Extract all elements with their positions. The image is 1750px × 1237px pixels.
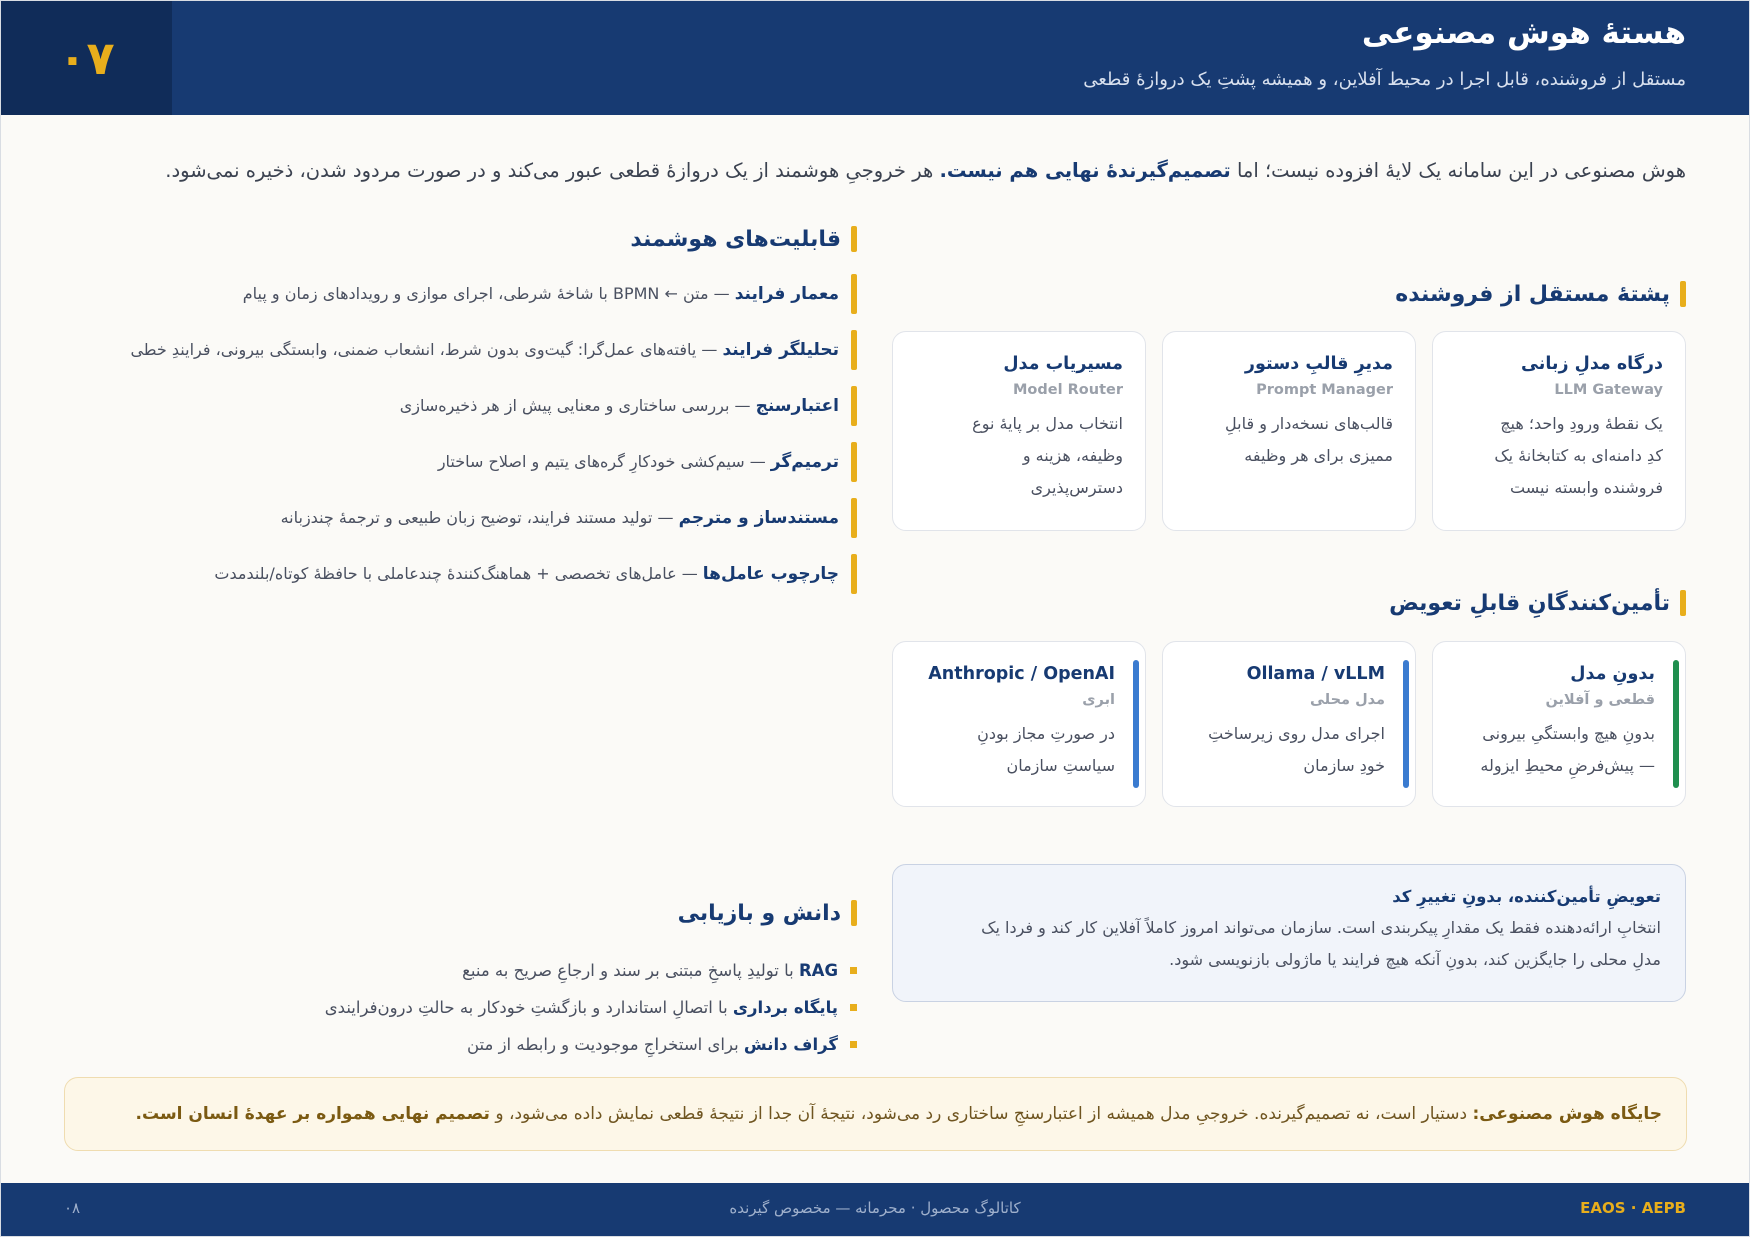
capabilities-list <box>97 274 857 610</box>
capability-name: ترمیم‌گر <box>770 452 839 472</box>
note-emphasis: تصمیم نهایی همواره بر عهدهٔ انسان است. <box>135 1104 490 1124</box>
card-description <box>915 718 1115 782</box>
intro-text-1: هوش مصنوعی در این سامانه یک لایهٔ افزوده نیست؛ اما <box>1230 159 1686 182</box>
note-text: دستیار است، نه تصمیم‌گیرنده. خروجیِ مدل همیشه از اعتبارسنجِ ساختاری رد می‌شود، نتیجهٔ آن جدا از نتیجهٔ قطعی نمایش داده می‌شود، و <box>489 1104 1473 1124</box>
provider-status-bar <box>1673 660 1679 788</box>
card-description <box>1455 718 1655 782</box>
knowledge-item <box>117 989 857 1026</box>
card-subtitle: Model Router <box>1013 382 1123 398</box>
providers-heading-text: تأمین‌کنندگانِ قابلِ تعویض <box>1389 590 1670 616</box>
item-accent-bar <box>851 274 857 314</box>
capabilities-heading-text: قابلیت‌های هوشمند <box>630 226 841 252</box>
knowledge-heading-text: دانش و بازیابی <box>677 900 841 926</box>
capabilities-heading <box>630 226 857 252</box>
ai-role-note <box>64 1077 1687 1151</box>
heading-accent-bar <box>851 226 857 252</box>
knowledge-desc: با تولیدِ پاسخِ مبتنی بر سند و ارجاعِ صریح به منبع <box>462 961 799 980</box>
vendor-heading-text: پشتهٔ مستقل از فروشنده <box>1395 281 1670 307</box>
card-line: انتخاب مدل بر پایهٔ نوع <box>972 414 1123 433</box>
swap-description <box>917 912 1661 976</box>
knowledge-heading <box>678 900 857 926</box>
knowledge-desc: برای استخراجِ موجودیت و رابطه از متن <box>466 1035 744 1054</box>
provider-card-no-model <box>1432 641 1686 807</box>
page-number: ۰۸ <box>64 1199 81 1217</box>
knowledge-name: پایگاه برداری <box>732 998 838 1017</box>
card-title: درگاه مدلِ زبانی <box>1521 354 1663 374</box>
capability-desc: — عامل‌های تخصصی + هماهنگ‌کنندهٔ چندعاملی با حافظهٔ کوتاه/بلندمدت <box>214 564 703 583</box>
capability-item <box>97 330 857 370</box>
item-accent-bar <box>851 442 857 482</box>
providers-heading <box>1389 590 1686 616</box>
heading-accent-bar <box>1680 590 1686 616</box>
knowledge-item <box>117 1026 857 1063</box>
item-accent-bar <box>851 330 857 370</box>
card-subtitle: ابری <box>1082 692 1115 708</box>
vendor-card-prompt-manager <box>1162 331 1416 531</box>
intro-paragraph <box>86 159 1686 182</box>
card-title: بدونِ مدل <box>1570 664 1655 684</box>
vendor-card-llm-gateway <box>1432 331 1686 531</box>
provider-card-local-model <box>1162 641 1416 807</box>
card-line: قالب‌های نسخه‌دار و قابلِ <box>1225 414 1393 433</box>
card-subtitle: Prompt Manager <box>1256 382 1393 398</box>
knowledge-item <box>117 952 857 989</box>
swap-line: مدلِ محلی را جایگزین کند، بدونِ آنکه هیچ فرایند یا ماژولی بازنویسی شود. <box>1169 950 1661 969</box>
vendor-card-model-router <box>892 331 1146 531</box>
card-description <box>1455 408 1663 504</box>
knowledge-name: گراف دانش <box>743 1035 838 1054</box>
card-description <box>1185 718 1385 782</box>
item-accent-bar <box>851 386 857 426</box>
item-accent-bar <box>851 554 857 594</box>
card-line: کدِ دامنه‌ای به کتابخانهٔ یک <box>1494 446 1663 465</box>
capability-name: اعتبارسنج <box>755 396 839 416</box>
capability-name: معمار فرایند <box>734 284 839 304</box>
footer <box>1 1183 1749 1236</box>
card-title: Ollama / vLLM <box>1246 664 1385 684</box>
capability-desc: — سیم‌کشی خودکارِ گره‌های یتیم و اصلاح ساختار <box>437 452 771 471</box>
swap-title: تعویضِ تأمین‌کننده، بدونِ تغییرِ کد <box>1392 887 1661 906</box>
capability-desc: — متن ← BPMN با شاخهٔ شرطی، اجرای موازی و رویدادهای زمان و پیام <box>242 284 735 303</box>
provider-card-cloud <box>892 641 1146 807</box>
card-subtitle: مدل محلی <box>1310 692 1385 708</box>
card-line: فروشنده وابسته نیست <box>1510 478 1663 497</box>
header <box>1 1 1749 115</box>
section-number: ۰۷ <box>1 1 172 115</box>
heading-accent-bar <box>1680 281 1686 307</box>
intro-text-2: هر خروجیِ هوشمند از یک دروازهٔ قطعی عبور می‌کند و در صورت مردود شدن، ذخیره نمی‌شود. <box>165 159 940 182</box>
capability-item <box>97 386 857 426</box>
page-subtitle: مستقل از فروشنده، قابل اجرا در محیط آفلاین، و همیشه پشتِ یک دروازهٔ قطعی <box>1083 69 1686 90</box>
capability-name: چارچوب عامل‌ها <box>702 564 839 584</box>
card-title: مسیریاب مدل <box>1003 354 1123 374</box>
card-title: Anthropic / OpenAI <box>928 664 1115 684</box>
card-line: ممیزی برای هر وظیفه <box>1244 446 1393 465</box>
page <box>1 1 1749 1236</box>
card-line: در صورتِ مجاز بودنِ <box>977 724 1115 743</box>
bullet-icon <box>850 1004 857 1011</box>
card-line: خودِ سازمان <box>1303 756 1385 775</box>
capability-desc: — بررسی ساختاری و معنایی پیش از هر ذخیره‌سازی <box>399 396 756 415</box>
capability-desc: — یافته‌های عمل‌گرا: گیت‌وی بدون شرط، انشعاب ضمنی، وابستگی بیرونی، فرایندِ خطی <box>130 340 723 359</box>
knowledge-list <box>117 952 857 1063</box>
swap-line: انتخابِ ارائه‌دهنده فقط یک مقدارِ پیکربندی است. سازمان می‌تواند امروز کاملاً آفلاین کار کند و فردا یک <box>981 918 1661 937</box>
bullet-icon <box>850 967 857 974</box>
heading-accent-bar <box>851 900 857 926</box>
provider-status-bar <box>1133 660 1139 788</box>
knowledge-desc: با اتصالِ استاندارد و بازگشتِ خودکار به حالتِ درون‌فرایندی <box>324 998 733 1017</box>
card-line: سیاستِ سازمان <box>1006 756 1115 775</box>
item-accent-bar <box>851 498 857 538</box>
card-title: مدیرِ قالبِ دستور <box>1244 354 1393 374</box>
card-line: وظیفه، هزینه و <box>1022 446 1123 465</box>
capability-item <box>97 442 857 482</box>
card-subtitle: LLM Gateway <box>1554 382 1663 398</box>
capability-desc: — تولید مستند فرایند، توضیح زبان طبیعی و ترجمهٔ چندزبانه <box>280 508 679 527</box>
vendor-heading <box>1395 281 1686 307</box>
capability-item <box>97 554 857 594</box>
page-title: هستهٔ هوش مصنوعی <box>1361 15 1686 51</box>
card-description <box>915 408 1123 504</box>
knowledge-name: RAG <box>798 961 838 980</box>
footer-caption: کاتالوگ محصول · محرمانه — مخصوص گیرنده <box>729 1199 1021 1217</box>
bullet-icon <box>850 1041 857 1048</box>
card-subtitle: قطعی و آفلاین <box>1545 692 1655 708</box>
capability-name: مستندساز و مترجم <box>678 508 839 528</box>
capability-name: تحلیلگر فرایند <box>722 340 839 360</box>
card-line: اجرای مدل روی زیرساختِ <box>1208 724 1385 743</box>
provider-swap-callout <box>892 864 1686 1002</box>
card-line: — پیش‌فرضِ محیطِ ایزوله <box>1480 756 1655 775</box>
card-line: دسترس‌پذیری <box>1030 478 1123 497</box>
card-description <box>1185 408 1393 472</box>
capability-item <box>97 498 857 538</box>
footer-brand: EAOS · AEPB <box>1580 1199 1686 1217</box>
card-line: بدونِ هیچ وابستگیِ بیرونی <box>1482 724 1655 743</box>
intro-emphasis: تصمیم‌گیرندهٔ نهایی هم نیست. <box>939 159 1231 182</box>
provider-status-bar <box>1403 660 1409 788</box>
note-label: جایگاه هوش مصنوعی: <box>1472 1104 1662 1124</box>
card-line: یک نقطهٔ ورودِ واحد؛ هیچ <box>1500 414 1663 433</box>
capability-item <box>97 274 857 314</box>
